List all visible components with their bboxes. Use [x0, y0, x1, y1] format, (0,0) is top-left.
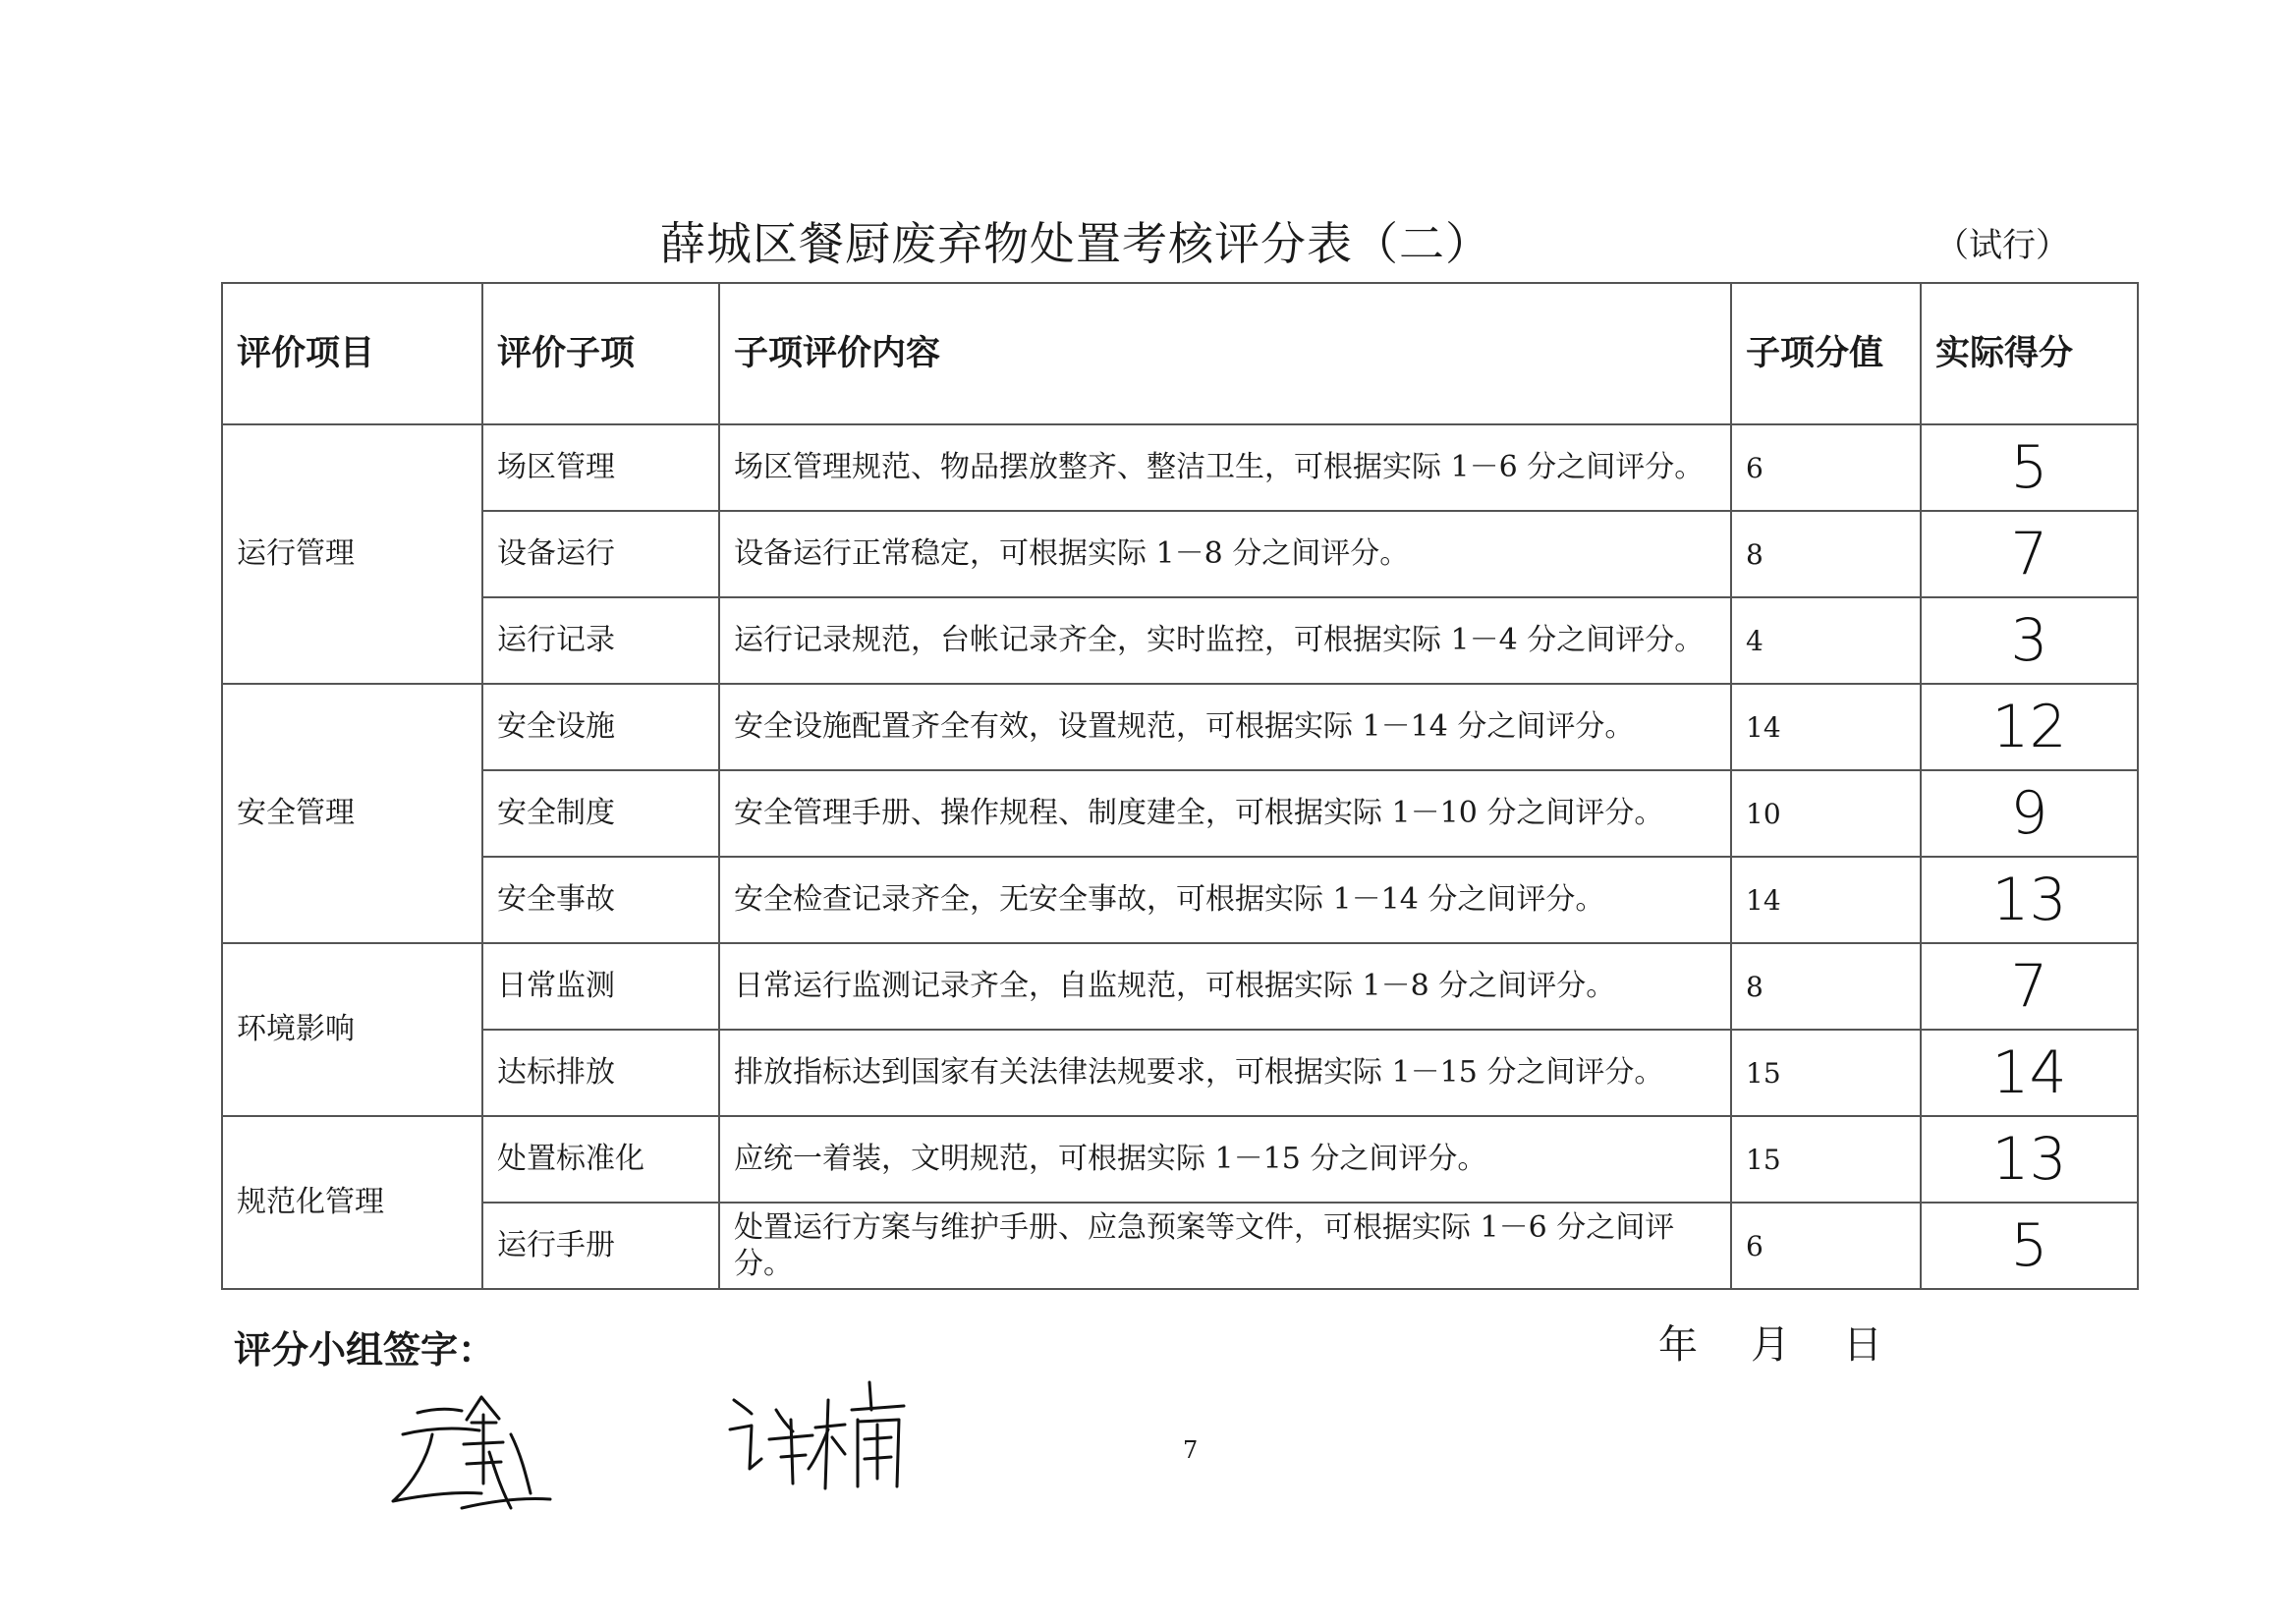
value-cell: 14 [1731, 684, 1921, 770]
subitem-cell: 安全设施 [482, 684, 719, 770]
value-cell: 14 [1731, 857, 1921, 943]
header-content: 子项评价内容 [719, 283, 1731, 424]
category-cell: 规范化管理 [222, 1116, 482, 1289]
date-year-label: 年 [1658, 1322, 1698, 1368]
table-row [222, 770, 2138, 857]
score-cell: 13 [1921, 1116, 2138, 1203]
score-cell: 3 [1921, 597, 2138, 684]
score-cell: 13 [1921, 857, 2138, 943]
table-row [222, 511, 2138, 597]
table-row [222, 597, 2138, 684]
value-cell: 15 [1731, 1116, 1921, 1203]
score-cell: 12 [1921, 684, 2138, 770]
score-cell: 5 [1921, 1203, 2138, 1289]
document-title: 薛城区餐厨废弃物处置考核评分表（二） [660, 217, 1491, 270]
subitem-cell: 运行手册 [482, 1203, 719, 1289]
sign-label: 评分小组签字： [234, 1327, 496, 1372]
signature-1 [373, 1375, 589, 1523]
table-row [222, 943, 2138, 1030]
score-table [221, 282, 2139, 1290]
value-cell: 4 [1731, 597, 1921, 684]
table-row [222, 857, 2138, 943]
content-cell: 安全检查记录齐全，无安全事故，可根据实际 1－14 分之间评分。 [719, 857, 1731, 943]
date-line [1658, 1314, 1935, 1370]
score-cell: 9 [1921, 770, 2138, 857]
signature-2 [722, 1371, 919, 1498]
category-cell: 安全管理 [222, 684, 482, 943]
content-cell: 日常运行监测记录齐全，自监规范，可根据实际 1－8 分之间评分。 [719, 943, 1731, 1030]
page-number: 7 [1183, 1436, 1199, 1464]
table-row [222, 424, 2138, 511]
score-cell: 7 [1921, 511, 2138, 597]
value-cell: 6 [1731, 1203, 1921, 1289]
score-cell: 7 [1921, 943, 2138, 1030]
category-cell: 环境影响 [222, 943, 482, 1116]
header-subitem: 评价子项 [482, 283, 719, 424]
subitem-cell: 运行记录 [482, 597, 719, 684]
subitem-cell: 场区管理 [482, 424, 719, 511]
header-category: 评价项目 [222, 283, 482, 424]
table-header-row [222, 283, 2138, 424]
value-cell: 8 [1731, 511, 1921, 597]
subitem-cell: 日常监测 [482, 943, 719, 1030]
table-row [222, 1030, 2138, 1116]
value-cell: 10 [1731, 770, 1921, 857]
value-cell: 15 [1731, 1030, 1921, 1116]
value-cell: 6 [1731, 424, 1921, 511]
subitem-cell: 安全制度 [482, 770, 719, 857]
content-cell: 排放指标达到国家有关法律法规要求，可根据实际 1－15 分之间评分。 [719, 1030, 1731, 1116]
table-row [222, 1203, 2138, 1289]
subitem-cell: 安全事故 [482, 857, 719, 943]
table-row [222, 1116, 2138, 1203]
content-cell: 运行记录规范，台帐记录齐全，实时监控，可根据实际 1－4 分之间评分。 [719, 597, 1731, 684]
subitem-cell: 达标排放 [482, 1030, 719, 1116]
content-cell: 设备运行正常稳定，可根据实际 1－8 分之间评分。 [719, 511, 1731, 597]
content-cell: 处置运行方案与维护手册、应急预案等文件，可根据实际 1－6 分之间评分。 [719, 1203, 1731, 1289]
table-row [222, 684, 2138, 770]
content-cell: 场区管理规范、物品摆放整齐、整洁卫生，可根据实际 1－6 分之间评分。 [719, 424, 1731, 511]
date-day-label: 日 [1843, 1322, 1882, 1368]
header-value: 子项分值 [1731, 283, 1921, 424]
subitem-cell: 设备运行 [482, 511, 719, 597]
value-cell: 8 [1731, 943, 1921, 1030]
subitem-cell: 处置标准化 [482, 1116, 719, 1203]
score-cell: 14 [1921, 1030, 2138, 1116]
header-score: 实际得分 [1921, 283, 2138, 424]
content-cell: 安全设施配置齐全有效，设置规范，可根据实际 1－14 分之间评分。 [719, 684, 1731, 770]
content-cell: 安全管理手册、操作规程、制度建全，可根据实际 1－10 分之间评分。 [719, 770, 1731, 857]
trial-label: （试行） [1935, 226, 2069, 265]
content-cell: 应统一着装，文明规范，可根据实际 1－15 分之间评分。 [719, 1116, 1731, 1203]
date-month-label: 月 [1751, 1322, 1790, 1368]
category-cell: 运行管理 [222, 424, 482, 684]
score-cell: 5 [1921, 424, 2138, 511]
